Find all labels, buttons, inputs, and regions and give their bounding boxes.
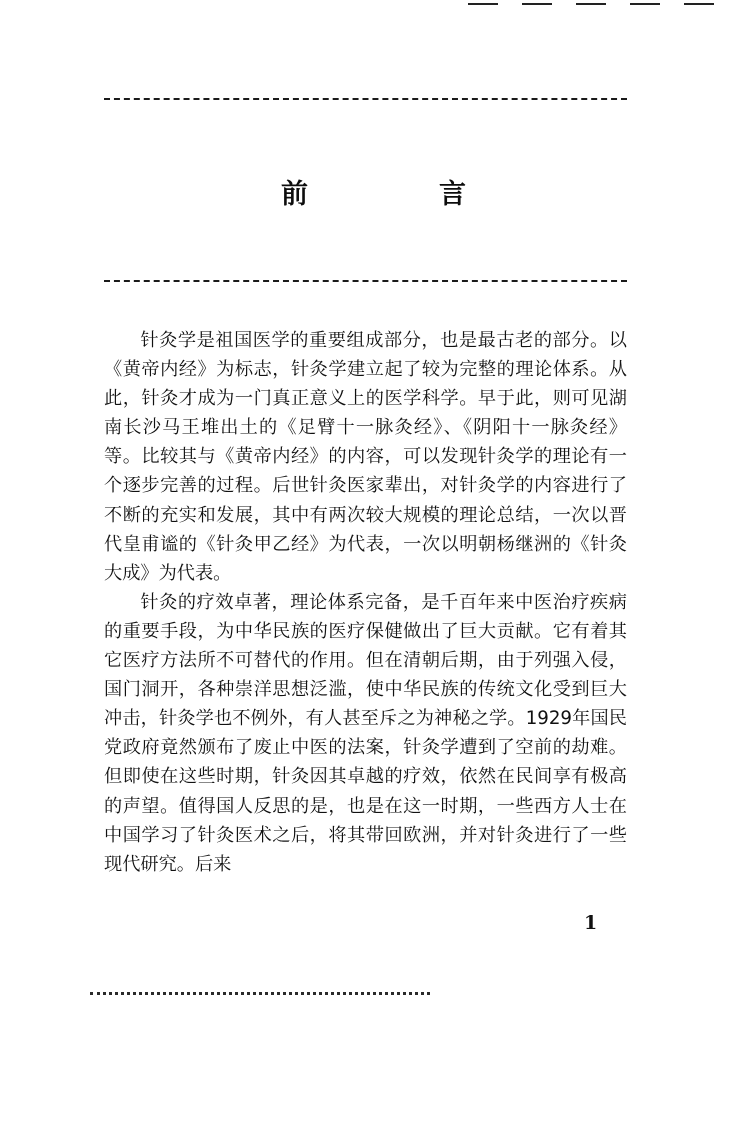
paragraph-2: 针灸的疗效卓著，理论体系完备，是千百年来中医治疗疾病的重要手段，为中华民族的医疗保健做出了巨大贡献。它有着其它医疗方法所不可替代的作用。但在清朝后期，由于列强入侵，国门洞开，各种崇洋思想泛滥，使中华民族的传统文化受到巨大冲击，针灸学也不例外，有人甚至斥之为神秘之学。1929年国民党政府竟然颁布了废止中医的法案，针灸学遭到了空前的劫难。但即使在这些时期，针灸因其卓越的疗效，依然在民间享有极高的声望。值得国人反思的是，也是在这一时期，一些西方人士在中国学习了针灸医术之后，将其带回欧洲，并对针灸进行了一些现代研究。后来 — [104, 591, 627, 875]
top-edge-marks — [462, 0, 747, 8]
header-rule-bottom — [104, 280, 627, 282]
page-title: 前 言 — [281, 179, 518, 210]
page-number: 1 — [584, 912, 598, 934]
paragraph-1: 针灸学是祖国医学的重要组成部分，也是最古老的部分。以《黄帝内经》为标志，针灸学建立起了较为完整的理论体系。从此，针灸才成为一门真正意义上的医学科学。早于此，则可见湖南长沙马王堆出土的《足臂十一脉灸经》、《阴阳十一脉灸经》等。比较其与《黄帝内经》的内容，可以发现针灸学的理论有一个逐步完善的过程。后世针灸医家辈出，对针灸学的内容进行了不断的充实和发展，其中有两次较大规模的理论总结，一次以晋代皇甫谧的《针灸甲乙经》为代表，一次以明朝杨继洲的《针灸大成》为代表。 — [104, 330, 627, 584]
body-text — [104, 326, 627, 879]
scan-artifact-line — [90, 992, 430, 995]
header-rule-top — [104, 98, 627, 100]
